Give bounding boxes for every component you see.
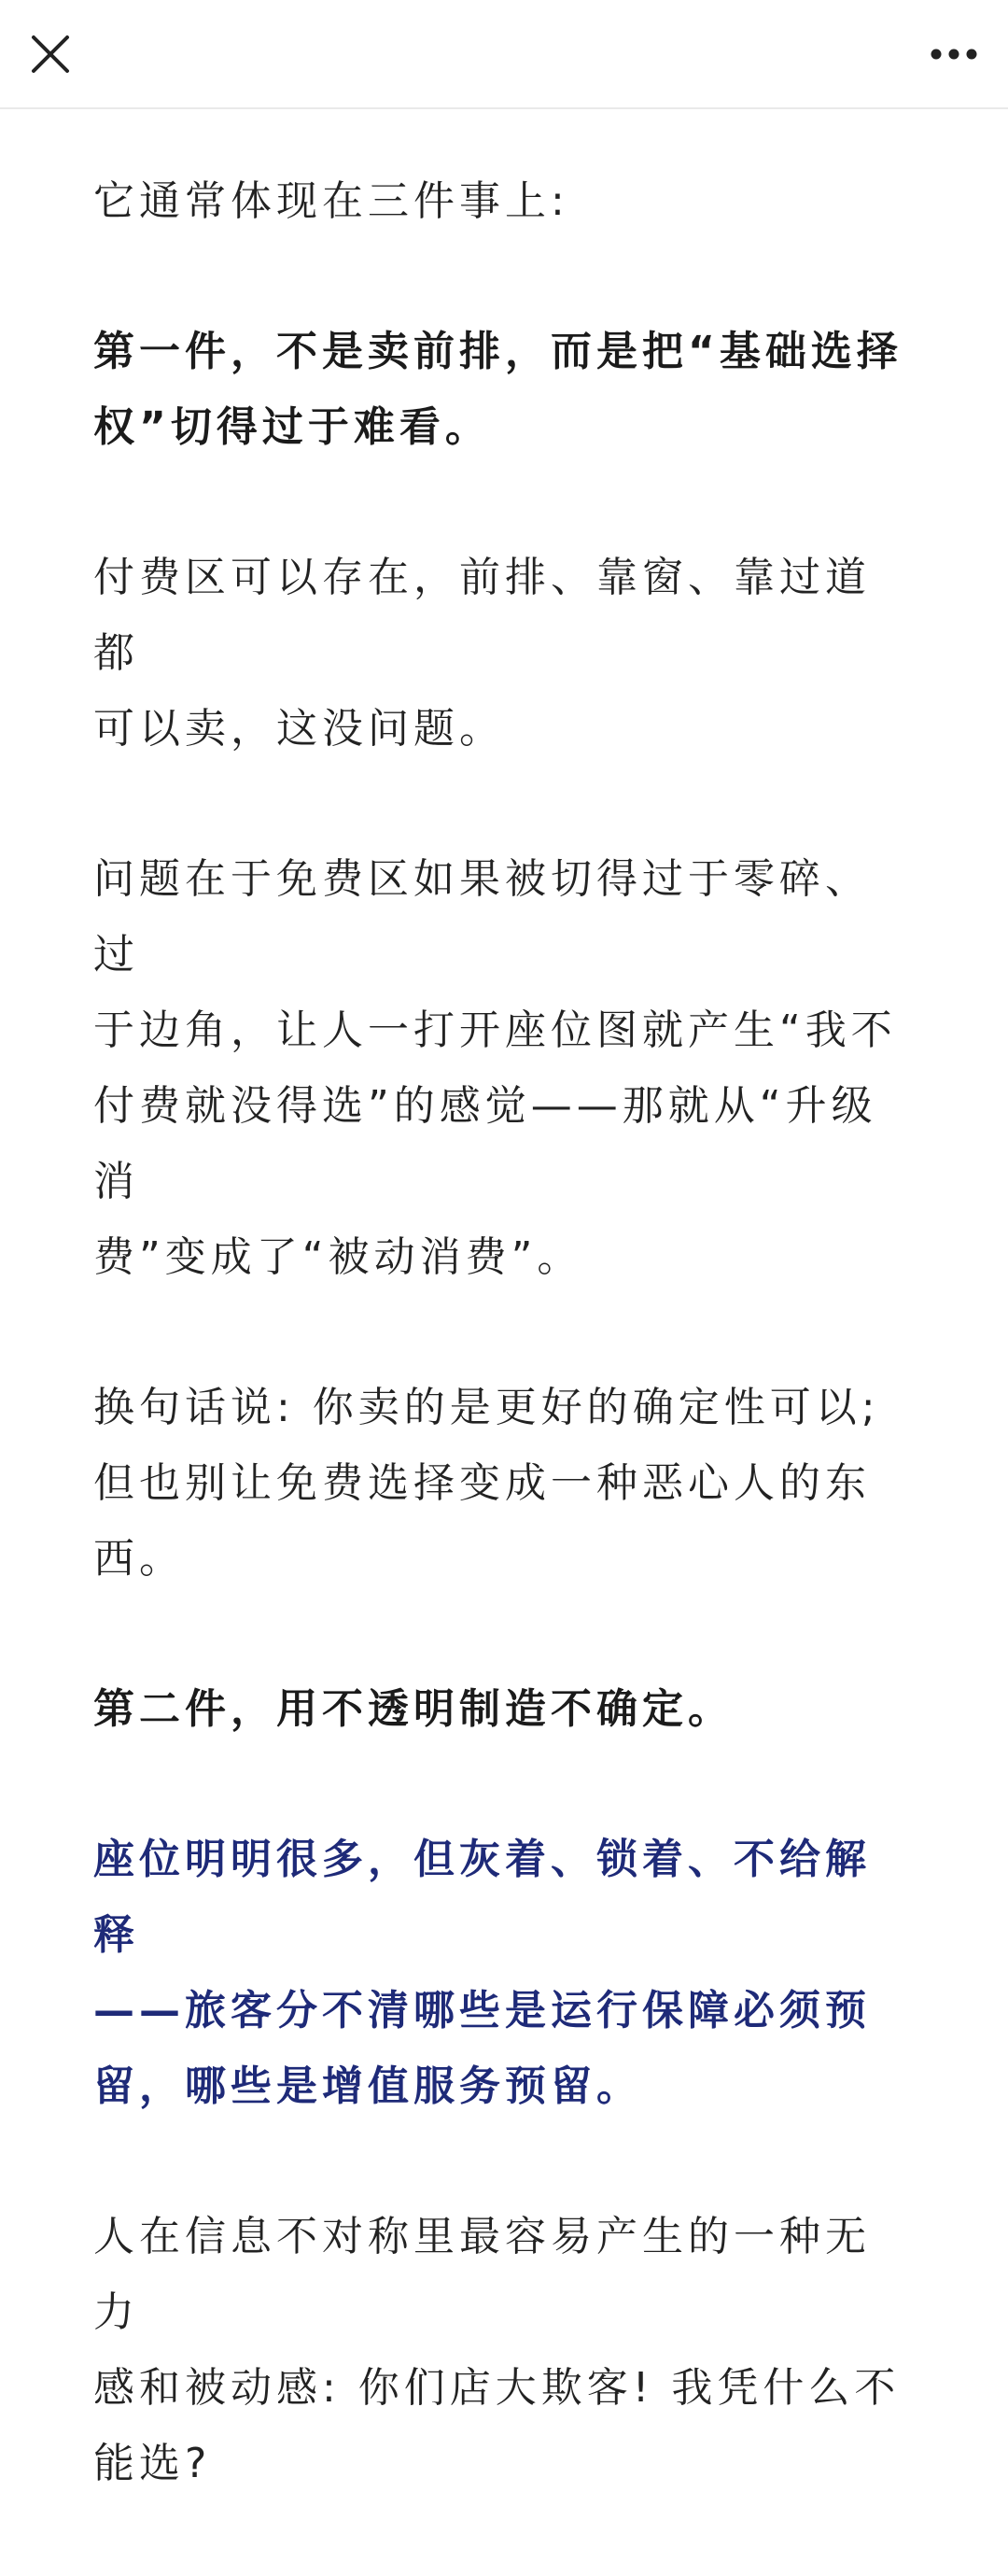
paragraph-point-one-heading: 第一件，不是卖前排，而是把“基础选择 权”切得过于难看。 [93,328,903,451]
article-body [93,163,915,2576]
more-icon [930,48,978,61]
paragraph-information-asymmetry: 人在信息不对称里最容易产生的一种无力 感和被动感: 你们店大欺客! 我凭什么不 能选? [93,2213,901,2487]
close-button[interactable] [17,21,84,88]
paragraph-free-zone-problem: 问题在于免费区如果被切得过于零碎、过 于边角，让人一打开座位图就产生“我不 付费就没得选”的感觉——那就从“升级消 费”变成了“被动消费”。 [93,855,897,1281]
paragraph-point-two-heading: 第二件，用不透明制造不确定。 [93,1685,734,1733]
paragraph-paid-zone: 付费区可以存在，前排、靠窗、靠过道都 可以卖，这没问题。 [93,554,871,753]
paragraph-highlighted: 座位明明很多，但灰着、锁着、不给解释 ——旅客分不清哪些是运行保障必须预 留，哪些是增值服务预留。 [93,1836,871,2110]
top-bar [0,0,1008,109]
more-button[interactable] [920,21,987,88]
close-icon [30,34,71,75]
paragraph-intro: 它通常体现在三件事上: [93,177,569,225]
paragraph-in-other-words: 换句话说: 你卖的是更好的确定性可以; 但也别让免费选择变成一种恶心人的东 西。 [93,1384,880,1583]
